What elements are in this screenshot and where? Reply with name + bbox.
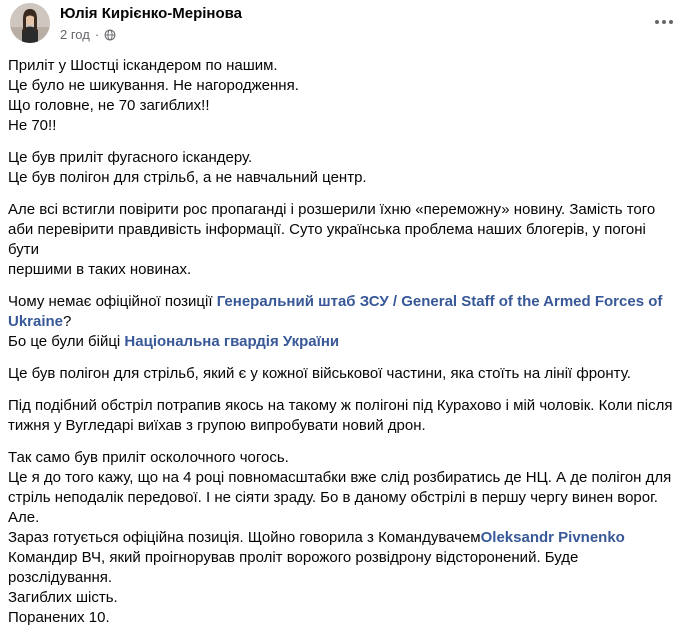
text-line: Приліт у Шостці іскандером по нашим. bbox=[8, 57, 278, 74]
text-line: Це був приліт фугасного іскандеру. bbox=[8, 149, 253, 166]
text-line bbox=[8, 332, 673, 352]
mention-national-guard[interactable]: Національна гвардія України bbox=[124, 333, 340, 350]
post-header bbox=[0, 0, 690, 50]
text-segment: Зараз готується офіційна позиція. Щойно говорила з Командувачем bbox=[8, 529, 481, 546]
text-line: стріль неподалік передової. І не сіяти зраду. Бо в даному обстрілі в першу чергу винен ворог. bbox=[8, 489, 658, 506]
text-line: Не 70!! bbox=[8, 117, 57, 134]
text-line: Це був полігон для стрільб, а не навчальний центр. bbox=[8, 169, 367, 186]
text-segment: Чому немає офіційної позиції bbox=[8, 293, 217, 310]
paragraph-4 bbox=[8, 292, 673, 352]
paragraph-7 bbox=[8, 448, 673, 628]
paragraph-1 bbox=[8, 56, 673, 136]
text-line: Загиблих шість. bbox=[8, 589, 118, 606]
text-line: Так само був приліт осколочного чогось. bbox=[8, 449, 289, 466]
author-name[interactable]: Юлія Кирієнко-Мерінова bbox=[60, 5, 242, 22]
text-line: Але. bbox=[8, 509, 40, 526]
text-line: Це я до того кажу, що на 4 році повномасштабки вже слід розбиратись де НЦ. А де полігон для bbox=[8, 469, 672, 486]
meta-separator: · bbox=[94, 27, 100, 42]
globe-icon bbox=[104, 29, 116, 41]
text-line: Це було не шикування. Не нагородження. bbox=[8, 77, 299, 94]
text-line: Що головне, не 70 загиблих!! bbox=[8, 97, 210, 114]
text-line bbox=[8, 292, 673, 312]
text-line: Командир ВЧ, який проігнорував проліт ворожого розвідрону відсторонений. Буде bbox=[8, 549, 579, 566]
more-options-icon bbox=[654, 19, 674, 25]
paragraph-3 bbox=[8, 200, 673, 280]
text-line: Під подібний обстріл потрапив якось на такому ж полігоні під Курахово і мій чоловік. Коли після bbox=[8, 397, 673, 414]
more-options-button[interactable] bbox=[652, 10, 676, 34]
text-line bbox=[8, 312, 673, 332]
text-line: розслідування. bbox=[8, 569, 113, 586]
paragraph-2 bbox=[8, 148, 673, 188]
mention-oleksandr-pivnenko[interactable]: Oleksandr Pivnenko bbox=[480, 529, 625, 546]
text-line: тижня у Вугледарі виїхав з групою випробувати новий дрон. bbox=[8, 417, 426, 434]
post-time[interactable]: 2 год bbox=[60, 27, 90, 42]
text-segment: ? bbox=[63, 313, 72, 330]
text-line: Але всі встигли повірити рос пропаганді і розшерили їхню «переможну» новину. Замість того bbox=[8, 201, 656, 218]
text-line: першими в таких новинах. bbox=[8, 261, 192, 278]
mention-general-staff-cont[interactable]: Ukraine bbox=[8, 313, 64, 330]
text-segment: Бо це були бійці bbox=[8, 333, 125, 350]
mention-general-staff[interactable]: Генеральний штаб ЗСУ / General Staff of the Armed Forces of bbox=[216, 293, 663, 310]
text-line: Поранених 10. bbox=[8, 609, 110, 626]
text-line bbox=[8, 528, 673, 548]
text-line: Це був полігон для стрільб, який є у кожної військової частини, яка стоїть на лінії фронту. bbox=[8, 365, 631, 382]
post-body bbox=[8, 56, 673, 640]
post-meta bbox=[60, 27, 116, 42]
paragraph-5 bbox=[8, 364, 673, 384]
paragraph-6 bbox=[8, 396, 673, 436]
text-line: аби перевірити правдивість інформації. Суто українська проблема наших блогерів, у погоні бути bbox=[8, 221, 646, 258]
author-avatar[interactable] bbox=[10, 3, 50, 43]
